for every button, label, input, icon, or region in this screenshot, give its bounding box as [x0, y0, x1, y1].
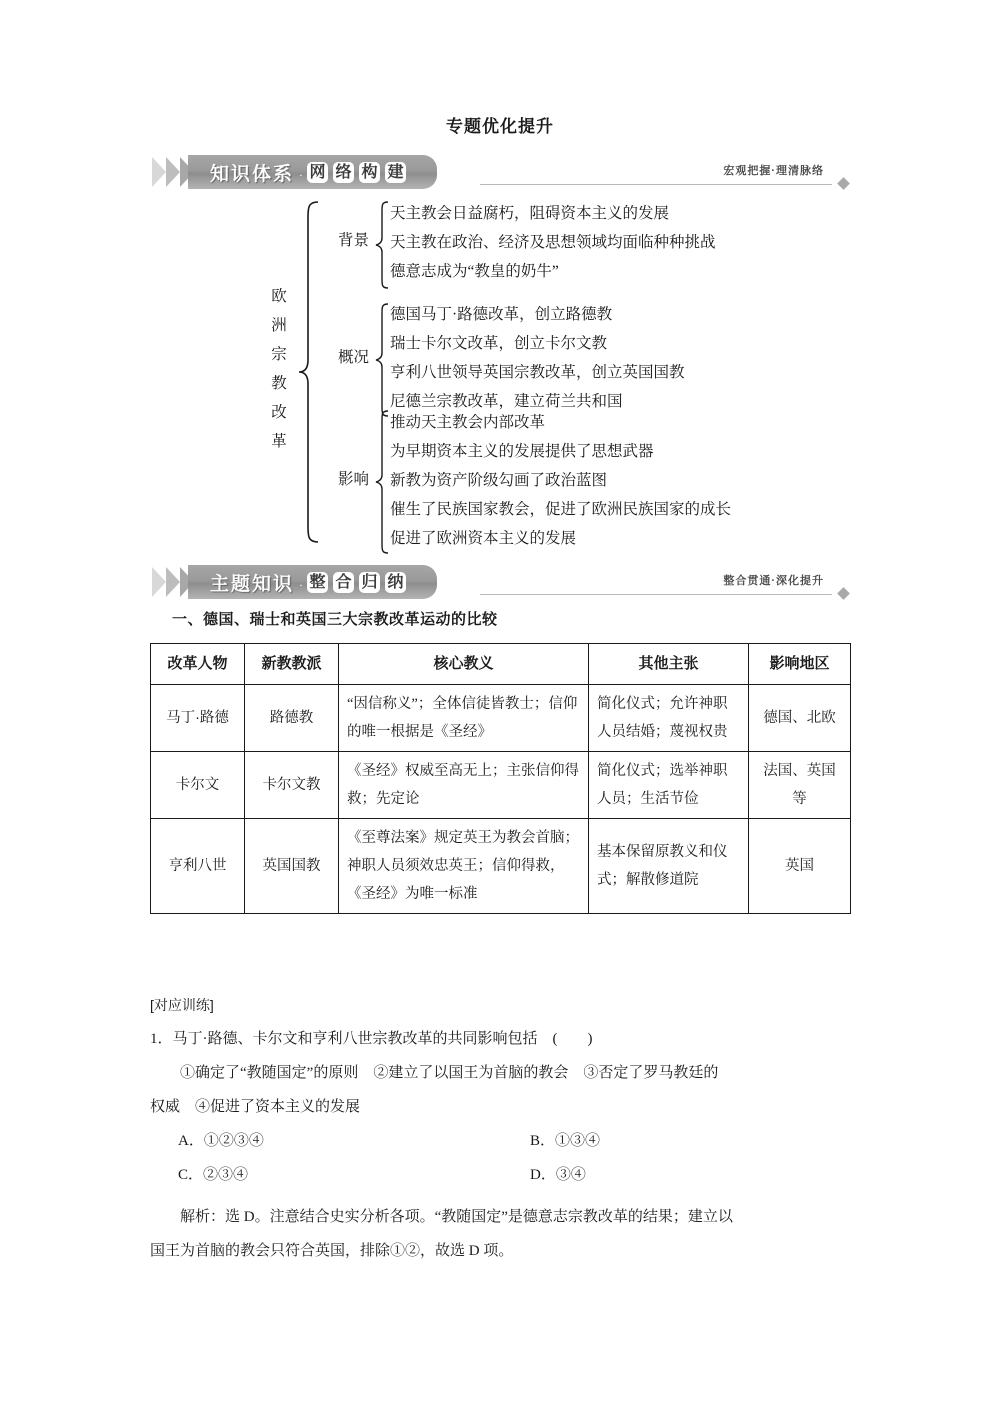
table-row — [151, 685, 851, 752]
cell-region: 德国、北欧 — [749, 685, 851, 752]
outer-brace-icon — [296, 200, 320, 544]
root-char: 教 — [271, 375, 287, 392]
banner-tab — [188, 565, 437, 599]
root-char: 改 — [271, 404, 287, 421]
option-a[interactable]: A．①②③④ — [178, 1133, 264, 1149]
cell-sect: 卡尔文教 — [245, 752, 339, 819]
exercise-statements-line-1: ①确定了“教随国定”的原则 ②建立了以国王为首脑的教会 ③否定了罗马教廷的 — [180, 1065, 719, 1081]
cell-person: 亨利八世 — [151, 819, 245, 914]
group-items-overview — [390, 300, 685, 416]
knowledge-brace-diagram — [150, 196, 850, 556]
banner-subtitle: 宏观把握·理清脉络 — [723, 165, 824, 177]
exercise-options-row — [150, 1124, 866, 1158]
cell-sect: 路德教 — [245, 685, 339, 752]
group-label-impact: 影响 — [338, 471, 370, 488]
exercise-analysis-line-1: 解析：选 D。注意结合史实分析各项。“教随国定”是德意志宗教改革的结果；建立以 — [180, 1209, 733, 1225]
diagram-item: 为早期资本主义的发展提供了思想武器 — [390, 443, 654, 460]
chevron-right-icon — [166, 157, 180, 187]
banner-subtitle: 整合贯通·深化提升 — [723, 575, 824, 587]
chevron-right-icon — [152, 567, 166, 597]
diagram-item: 亨利八世领导英国宗教改革，创立英国国教 — [390, 364, 685, 381]
diagram-root-label — [268, 282, 290, 456]
exercise-question: 1．马丁·路德、卡尔文和亨利八世宗教改革的共同影响包括 ( ) — [150, 1031, 593, 1047]
table-header-cell: 新教教派 — [245, 644, 339, 685]
banner-rule — [480, 594, 832, 595]
table-header-cell: 改革人物 — [151, 644, 245, 685]
diagram-item: 天主教会日益腐朽，阻碍资本主义的发展 — [390, 205, 670, 222]
banner-boxed-label — [307, 162, 411, 183]
table-header-cell: 其他主张 — [589, 644, 749, 685]
diagram-item: 尼德兰宗教改革，建立荷兰共和国 — [390, 393, 623, 410]
banner-dot: · — [299, 577, 304, 592]
root-char: 革 — [271, 433, 287, 450]
banner-rule — [480, 184, 832, 185]
diagram-item: 新教为资产阶级勾画了政治蓝图 — [390, 472, 608, 489]
diagram-item: 德意志成为“教皇的奶牛” — [390, 263, 559, 280]
table-header-cell: 核心教义 — [339, 644, 589, 685]
diagram-item: 天主教在政治、经济及思想领域均面临种种挑战 — [390, 234, 716, 251]
group-label-overview: 概况 — [338, 349, 370, 366]
group-brace-icon — [374, 302, 390, 420]
diagram-item: 催生了民族国家教会，促进了欧洲民族国家的成长 — [390, 501, 732, 518]
diamond-icon — [837, 177, 850, 190]
banner-tab — [188, 155, 437, 189]
banner-main-label: 知识体系 — [210, 163, 295, 185]
group-brace-icon — [374, 409, 390, 557]
comparison-heading: 一、德国、瑞士和英国三大宗教改革运动的比较 — [172, 611, 498, 628]
banner-boxed-char: 构 — [359, 162, 380, 183]
cell-person: 马丁·路德 — [151, 685, 245, 752]
option-b[interactable]: B．①③④ — [530, 1133, 601, 1149]
diagram-item: 德国马丁·路德改革，创立路德教 — [390, 306, 613, 323]
cell-other: 基本保留原教义和仪式；解散修道院 — [589, 819, 749, 914]
banner-boxed-char: 整 — [307, 572, 328, 593]
table-row — [151, 752, 851, 819]
table-header-cell: 影响地区 — [749, 644, 851, 685]
exercise-tag: [对应训练] — [150, 997, 214, 1013]
cell-region: 英国 — [749, 819, 851, 914]
chevron-right-icon — [152, 157, 166, 187]
exercise-block — [150, 988, 866, 1268]
exercise-analysis-line-2: 国王为首脑的教会只符合英国，排除①②，故选 D 项。 — [150, 1243, 514, 1259]
diagram-item: 促进了欧洲资本主义的发展 — [390, 530, 577, 547]
banner-boxed-char: 建 — [385, 162, 406, 183]
banner-dot: · — [299, 167, 304, 182]
table-header-row — [151, 644, 851, 685]
root-char: 洲 — [271, 317, 287, 334]
option-c[interactable]: C．②③④ — [178, 1167, 249, 1183]
banner-boxed-label — [307, 572, 411, 593]
cell-sect: 英国国教 — [245, 819, 339, 914]
root-char: 宗 — [271, 346, 287, 363]
cell-region: 法国、英国等 — [749, 752, 851, 819]
group-brace-icon — [374, 200, 390, 290]
diamond-icon — [837, 587, 850, 600]
banner-boxed-char: 合 — [333, 572, 354, 593]
page-title: 专题优化提升 — [446, 117, 554, 136]
comparison-table — [150, 643, 851, 914]
diagram-item: 瑞士卡尔文改革，创立卡尔文教 — [390, 335, 608, 352]
banner-boxed-char: 归 — [359, 572, 380, 593]
cell-other: 简化仪式；选举神职人员；生活节俭 — [589, 752, 749, 819]
table-row — [151, 819, 851, 914]
cell-doctrine: 《圣经》权威至高无上；主张信仰得救；先定论 — [339, 752, 589, 819]
group-items-impact — [390, 408, 731, 553]
section-banner-theme-knowledge — [150, 565, 850, 599]
group-items-background — [390, 199, 716, 286]
cell-doctrine: “因信称义”；全体信徒皆教士；信仰的唯一根据是《圣经》 — [339, 685, 589, 752]
banner-boxed-char: 网 — [307, 162, 328, 183]
exercise-options-row — [150, 1158, 866, 1192]
banner-boxed-char: 纳 — [385, 572, 406, 593]
cell-person: 卡尔文 — [151, 752, 245, 819]
option-d[interactable]: D．③④ — [530, 1167, 586, 1183]
chevron-right-icon — [166, 567, 180, 597]
root-char: 欧 — [271, 288, 287, 305]
group-label-background: 背景 — [338, 232, 370, 249]
cell-doctrine: 《至尊法案》规定英王为教会首脑；神职人员须效忠英王；信仰得救，《圣经》为唯一标准 — [339, 819, 589, 914]
exercise-statements-line-2: 权威 ④促进了资本主义的发展 — [150, 1099, 361, 1115]
cell-other: 简化仪式；允许神职人员结婚；蔑视权贵 — [589, 685, 749, 752]
banner-boxed-char: 络 — [333, 162, 354, 183]
diagram-item: 推动天主教会内部改革 — [390, 414, 546, 431]
section-banner-knowledge-system — [150, 155, 850, 189]
banner-main-label: 主题知识 — [210, 573, 295, 595]
